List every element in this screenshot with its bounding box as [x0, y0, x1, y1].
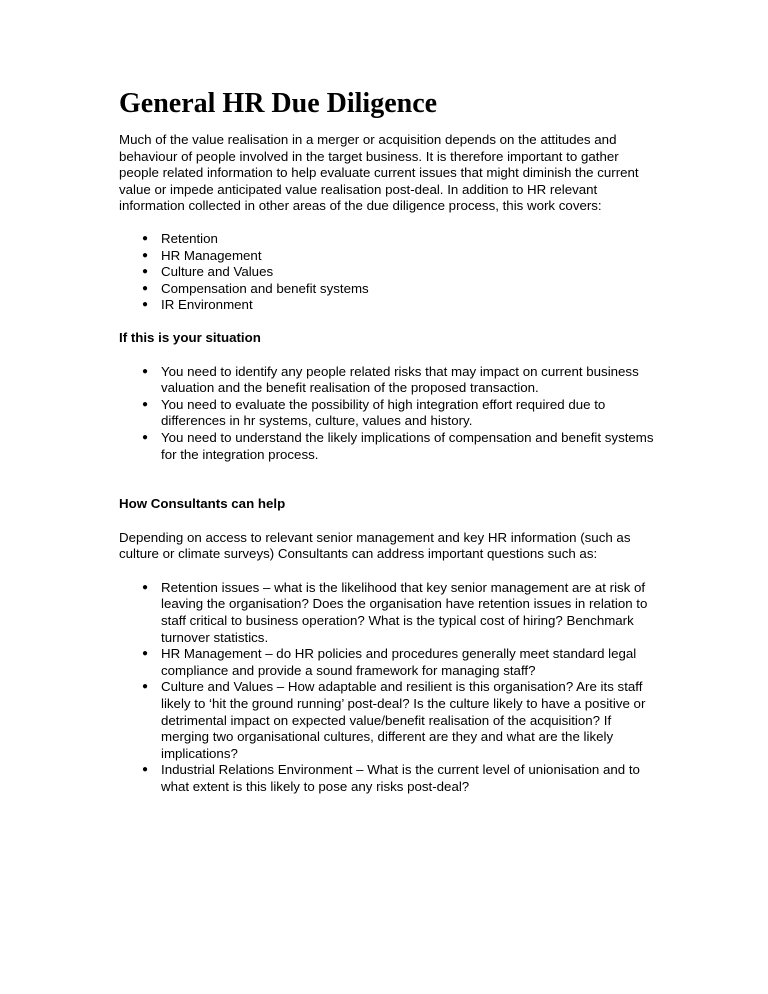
list-item-text: Compensation and benefit systems	[161, 280, 369, 296]
list-item	[142, 264, 659, 281]
list-item-text: You need to evaluate the possibility of high integration effort required due to differences in hr systems, culture, values and history.	[161, 396, 606, 429]
list-item-text: Retention	[161, 230, 218, 246]
list-item-text: HR Management	[161, 247, 262, 263]
list-item	[142, 762, 659, 795]
intro-paragraph: Much of the value realisation in a merger or acquisition depends on the attitudes and behaviour of people involved in the target business. It is therefore important to gather people related information to help evaluate current issues that might diminish the current value or impede anticipated value realisation post-deal. In addition to HR relevant information collected in other areas of the due diligence process, this work covers:	[119, 132, 639, 214]
list-item-text: Industrial Relations Environment – What is the current level of unionisation and to what extent is this likely to pose any risks post-deal?	[161, 762, 640, 794]
document-page	[119, 86, 659, 796]
covers-list	[119, 231, 659, 314]
list-item-text: HR Management – do HR policies and procedures generally meet standard legal compliance and provide a sound framework for managing staff?	[161, 646, 637, 678]
document-title: General HR Due Diligence	[119, 88, 438, 119]
help-intro-paragraph: Depending on access to relevant senior management and key HR information (such as culture or climate surveys) Consultants can address important questions such as:	[119, 529, 631, 562]
situation-heading: If this is your situation	[119, 329, 261, 345]
list-item	[142, 363, 659, 397]
list-item	[142, 230, 659, 248]
list-item-text: You need to identify any people related risks that may impact on current business valuation and the benefit realisation of the proposed transaction.	[161, 363, 639, 396]
bullet-icon: ●	[142, 266, 149, 278]
list-item	[142, 646, 659, 679]
bullet-icon: ●	[142, 581, 149, 593]
list-item	[142, 679, 659, 762]
bullet-icon: ●	[142, 764, 149, 776]
list-item	[142, 297, 659, 314]
bullet-icon: ●	[142, 431, 149, 443]
list-item-text: Culture and Values	[161, 264, 274, 280]
help-heading: How Consultants can help	[119, 496, 286, 512]
bullet-icon: ●	[142, 398, 149, 410]
bullet-icon: ●	[142, 648, 149, 660]
list-item-text: Culture and Values – How adaptable and resilient is this organisation? Are its staff likely to ‘hit the ground running’ post-deal? Is the culture likely to have a positive or detrimental impact on expected value/benefit realisation of the acquisition? If merging two organisational cultures, different are they and what are the likely implications?	[161, 679, 646, 761]
list-item	[142, 396, 659, 430]
list-item	[142, 247, 659, 265]
situation-list	[119, 364, 659, 464]
bullet-icon: ●	[142, 299, 149, 311]
list-item-text: IR Environment	[161, 297, 253, 313]
list-item	[142, 429, 659, 463]
list-item-text: You need to understand the likely implications of compensation and benefit systems for the integration process.	[161, 429, 654, 462]
bullet-icon: ●	[142, 232, 149, 244]
list-item	[142, 579, 659, 646]
bullet-icon: ●	[142, 681, 149, 693]
bullet-icon: ●	[142, 249, 149, 261]
bullet-icon: ●	[142, 282, 149, 294]
list-item	[142, 280, 659, 298]
help-list	[119, 580, 659, 796]
list-item-text: Retention issues – what is the likelihood that key senior management are at risk of leaving the organisation? Does the organisation have retention issues in relation to staff critical to business operation? What is the typical cost of hiring? Benchmark turnover statistics.	[161, 579, 648, 645]
bullet-icon: ●	[142, 365, 149, 377]
